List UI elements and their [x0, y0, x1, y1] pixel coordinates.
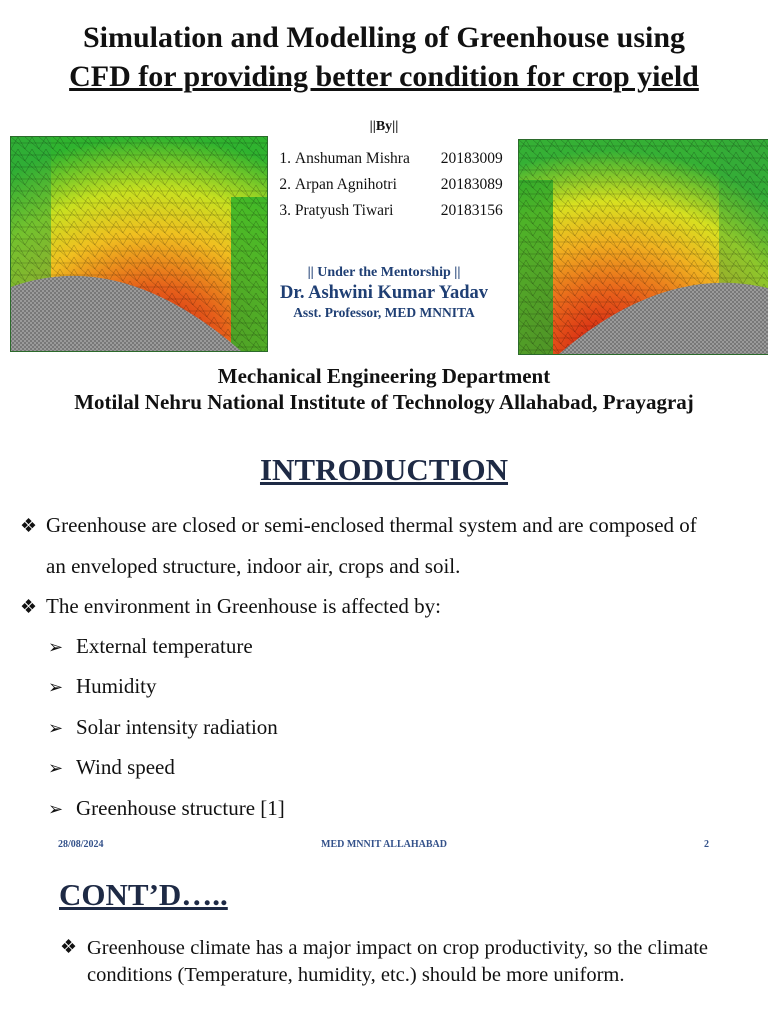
- mentor-name: Dr. Ashwini Kumar Yadav: [279, 283, 488, 303]
- author-roll: 20183009: [440, 150, 503, 167]
- mentorship-label: || Under the Mentorship ||: [307, 265, 461, 280]
- author-number: 3.: [279, 202, 291, 219]
- author-number: 1.: [279, 150, 291, 167]
- author-row: [258, 174, 503, 200]
- title: [0, 18, 768, 96]
- sub-bullet-item: [48, 626, 253, 667]
- author-name: Arpan Agnihotri: [294, 176, 397, 193]
- diamond-bullet-icon: ❖: [60, 937, 78, 958]
- bullet-text: The environment in Greenhouse is affected by:: [46, 594, 441, 618]
- footer-date: 28/08/2024: [58, 839, 104, 850]
- author-name: Anshuman Mishra: [294, 150, 410, 167]
- diamond-bullet-icon: ❖: [20, 516, 38, 537]
- author-number: 2.: [279, 176, 291, 193]
- sub-bullet-text: Greenhouse structure [1]: [76, 796, 285, 820]
- author-roll: 20183156: [440, 202, 503, 219]
- arrow-bullet-icon: ➢: [48, 718, 64, 738]
- by-label: ||By||: [369, 119, 399, 134]
- sub-bullet-text: External temperature: [76, 634, 253, 658]
- mentor-title: Asst. Professor, MED MNNITA: [293, 305, 475, 320]
- author-row: [258, 148, 503, 174]
- arrow-bullet-icon: ➢: [48, 637, 64, 657]
- sub-bullet-item: [48, 788, 285, 829]
- department-name: Mechanical Engineering Department: [217, 364, 551, 388]
- sub-bullet-text: Solar intensity radiation: [76, 715, 278, 739]
- arrow-bullet-icon: ➢: [48, 799, 64, 819]
- affiliation: [0, 363, 768, 415]
- author-list: [258, 148, 503, 226]
- contd-heading: CONT’D…..: [59, 877, 228, 912]
- author-roll: 20183089: [440, 176, 503, 193]
- sub-bullet-item: [48, 707, 278, 748]
- cfd-mesh-image-left: [10, 136, 268, 352]
- footer-institute: MED MNNIT ALLAHABAD: [321, 839, 447, 850]
- bullet-text-line2: an enveloped structure, indoor air, crops and soil.: [46, 554, 461, 578]
- bullet-item: [20, 505, 760, 547]
- introduction-heading: INTRODUCTION: [259, 452, 509, 487]
- arrow-bullet-icon: ➢: [48, 758, 64, 778]
- arrow-bullet-icon: ➢: [48, 677, 64, 697]
- footer-page-number: 2: [704, 839, 709, 850]
- title-line-1: Simulation and Modelling of Greenhouse using: [82, 21, 686, 54]
- diamond-bullet-icon: ❖: [20, 597, 38, 618]
- title-line-2: CFD for providing better condition for crop yield: [69, 60, 699, 93]
- bullet-text: Greenhouse climate has a major impact on crop productivity, so the climate conditions (Temperature, humidity, etc.) should be more uniform.: [87, 937, 708, 986]
- institute-name: Motilal Nehru National Institute of Technology Allahabad, Prayagraj: [74, 390, 694, 414]
- author-row: [258, 200, 503, 226]
- cfd-mesh-image-right: [518, 139, 768, 355]
- bullet-item: [20, 586, 760, 628]
- sub-bullet-item: [48, 666, 157, 707]
- author-name: Pratyush Tiwari: [294, 202, 394, 219]
- sub-bullet-text: Humidity: [76, 674, 157, 698]
- bullet-text-line1: Greenhouse are closed or semi-enclosed thermal system and are composed of: [46, 513, 697, 537]
- sub-bullet-text: Wind speed: [76, 755, 175, 779]
- sub-bullet-item: [48, 747, 175, 788]
